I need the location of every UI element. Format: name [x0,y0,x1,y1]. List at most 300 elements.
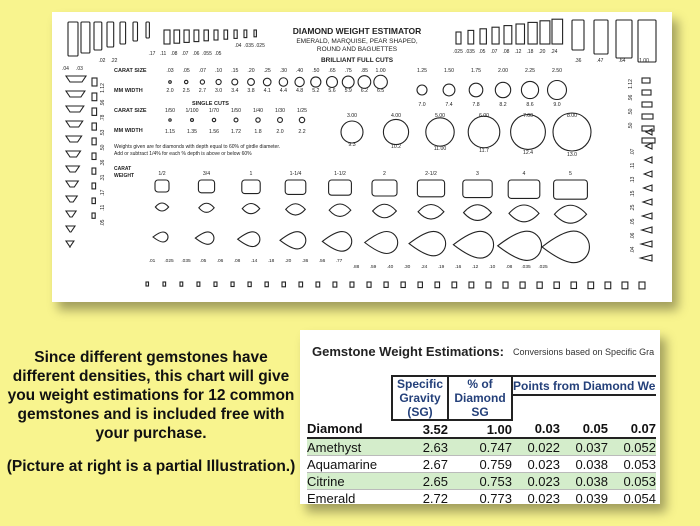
top-right-value: .035 [465,49,475,55]
left-baguette [92,213,95,218]
left-column-value: .78 [100,114,106,122]
large-circle [468,116,500,148]
bottom-value: .025 [538,265,548,270]
bottom-slot [265,282,268,287]
marquise-outline [199,203,214,212]
large-circle [426,118,454,146]
left-trapezoid [66,106,84,112]
cell-name: Diamond [307,420,392,438]
left-column-value: .31 [100,174,106,182]
brilliant-mm-value: 3.0 [214,88,223,94]
cell-p1: 0.023 [512,473,560,490]
single-carat-value: 1/50 [230,108,242,114]
single-cut-circle [256,118,260,122]
cell-p2: 0.05 [560,420,608,438]
large-mm-value: 13.0 [566,152,578,158]
bottom-value: .56 [318,259,326,264]
top-right-slot [540,21,550,44]
bottom-value: .24 [420,265,428,270]
marquise-outline [509,205,539,222]
top-right-slot [528,22,537,44]
bottom-value: .16 [454,265,462,270]
left-trapezoid [66,196,77,202]
left-baguette [92,153,96,160]
left-trapezoid [66,211,76,217]
top-right-value: .07 [490,49,498,55]
brilliant-carat-value: .65 [328,68,336,74]
diamond-weight-estimator-stencil [52,12,672,302]
emerald-outline [155,180,169,192]
brilliant-carat-value: .30 [279,68,288,74]
brilliant-carat-value: 1.50 [443,68,455,74]
large-carat-value: 3.00 [346,113,358,119]
cell-name: Emerald [307,490,392,505]
single-mm-value: 1.15 [164,129,176,135]
pear-outline [453,231,493,258]
brilliant-mm-value: 9.0 [553,102,561,108]
left-baguette [92,78,97,86]
bottom-slot [231,282,234,287]
table-row [307,420,656,438]
brilliant-mm-value: 2.0 [166,88,174,94]
depth-note-2: Add or subtract 1/4% for each % depth is above or below 60% [114,151,252,157]
bottom-value: .08 [233,259,241,264]
bottom-slot [571,282,577,289]
top-small-value-2: .035 [244,43,254,49]
small-emerald-slot [234,30,237,38]
bottom-slot [401,282,405,288]
bottom-slot [350,282,354,287]
bottom-value: .19 [437,265,445,270]
top-small-value-2: .04 [234,43,242,49]
brilliant-mm-value: 8.6 [526,102,534,108]
brilliant-circle [295,77,304,86]
left-column-value: .11 [100,204,106,212]
brilliant-carat-value: .25 [263,68,271,74]
brilliant-section-label: BRILLIANT FULL CUTS [320,57,394,64]
right-column-bottom-value: .05 [630,218,636,226]
brilliant-carat-value: .03 [166,68,174,74]
top-small-value: .11 [159,51,167,57]
left-small-value: .04 [62,66,69,72]
single-carat-value: 1/70 [208,108,220,114]
large-emerald-slot [594,20,608,54]
brilliant-circle [232,79,238,85]
cell-p1: 0.023 [512,490,560,505]
fancy-carat-value: 3 [476,171,479,177]
table-header-row [307,376,656,395]
brilliant-mm-value: 4.1 [263,88,271,94]
top-right-slot [480,29,486,44]
fancy-carat-value: 5 [569,171,572,177]
stencil-subtitle-2: ROUND AND BAGUETTES [316,46,398,53]
brilliant-carat-value: .15 [231,68,239,74]
large-mm-value: 12.4 [522,150,534,156]
bottom-value: .12 [471,265,479,270]
cell-pct: 0.773 [448,490,512,505]
brilliant-carat-value: .40 [295,68,304,74]
right-column-bottom-value: .25 [630,204,636,212]
marquise-outline [373,204,397,218]
emerald-slot [94,22,102,50]
top-right-value: .12 [514,49,522,55]
brilliant-mm-value: 5.9 [344,88,352,94]
right-triangle [642,213,652,219]
brilliant-carat-value: 1.75 [470,68,482,74]
bottom-slot [146,282,149,286]
bottom-value: .77 [335,259,343,264]
pear-outline [498,231,542,260]
left-trapezoid [66,181,78,187]
right-top-value: .64 [618,58,626,64]
right-slot [642,138,655,143]
header-specific-gravity: Specific Gravity (SG) [392,376,448,420]
right-triangle [643,199,652,205]
brilliant-mm-value: 7.4 [445,102,453,108]
small-emerald-slot [254,30,256,37]
top-right-value: .20 [538,49,546,55]
promo-paragraph-1: Since different gemstones have different densities, this chart will give you weight estimations for 12 common gemstones and is included free with your purchase. [7,349,295,442]
large-mm-value: 9.3 [348,142,356,148]
header-points: Points from Diamond We [512,376,656,395]
left-column-value: .05 [100,219,106,227]
brilliant-mm-value: 5.6 [328,88,336,94]
left-baguette [92,198,95,204]
small-emerald-slot [194,30,199,42]
single-cut-circle [212,118,215,121]
left-trapezoid [66,166,79,172]
right-slot [642,78,650,83]
emerald-outline [554,180,588,199]
brilliant-mm-value: 2.5 [182,88,190,94]
brilliant-mm-value: 3.8 [247,88,255,94]
single-carat-value: 1/40 [252,108,264,114]
single-carat-value: 1/50 [164,108,176,114]
large-carat-value: 6.00 [478,113,490,119]
large-carat-value: 4.00 [390,113,402,119]
bottom-value: .08 [505,265,513,270]
gemstone-table-card [300,330,660,504]
small-emerald-slot [184,30,189,42]
table-row [307,456,656,473]
right-slot [642,102,652,107]
bottom-slot [469,282,474,288]
left-small-value: .03 [76,66,83,72]
brilliant-carat-value: .20 [247,68,255,74]
left-trapezoid [66,151,81,157]
right-triangle [641,241,652,247]
bottom-value: .14 [250,259,258,264]
bottom-slot [163,282,166,286]
right-triangle [646,129,652,135]
brilliant-mm-value: 5.2 [312,88,320,94]
brilliant-carat-value: 2.50 [551,68,563,74]
brilliant-mm-value: 4.4 [279,88,288,94]
table-title: Gemstone Weight Estimations: [312,344,504,359]
emerald-slot [81,22,90,53]
right-column-bottom-value: .15 [630,190,636,198]
large-mm-value: 10.2 [390,144,402,150]
fancy-carat-value: 3/4 [202,171,211,177]
brilliant-carat-value: .05 [182,68,190,74]
left-baguette [92,168,96,174]
cell-p2: 0.038 [560,456,608,473]
carat-size-label: CARAT SIZE [114,68,147,74]
large-carat-value: 5.00 [434,113,446,119]
fancy-carat-value: 1-1/2 [334,171,346,177]
single-carat-value: 1/100 [185,108,199,114]
cell-p2: 0.039 [560,490,608,505]
right-column-bottom-value: .13 [630,176,636,184]
cell-pct: 0.759 [448,456,512,473]
single-cut-circle [191,119,194,122]
fancy-carat-value: 2-1/2 [425,171,437,177]
brilliant-carat-value: .85 [360,68,369,74]
bottom-value: .59 [369,265,377,270]
left-column-value: .36 [100,159,106,167]
left-top-value: .02 [98,58,106,64]
pear-outline [238,232,260,247]
emerald-slot [146,22,149,38]
bottom-slot [605,282,611,289]
bottom-value: .20 [284,259,292,264]
top-right-value: .05 [478,49,486,55]
cell-p3: 0.053 [608,456,656,473]
cell-p1: 0.022 [512,438,560,456]
small-emerald-slot [214,30,218,40]
bottom-slot [316,282,320,287]
left-trapezoid [66,136,82,142]
bottom-slot [197,282,200,286]
left-baguette [92,123,96,130]
right-column-bottom-value: .06 [630,232,636,240]
bottom-slot [486,282,491,288]
top-small-value: .08 [170,51,178,57]
right-slot [642,90,651,95]
top-right-value: .08 [502,49,510,55]
bottom-slot [299,282,303,287]
pear-outline [153,232,168,242]
cell-p3: 0.053 [608,473,656,490]
bottom-slot [537,282,542,288]
brilliant-mm-value: 4.8 [295,88,304,94]
brilliant-carat-value: .10 [214,68,223,74]
single-cuts-label: SINGLE CUTS [192,101,229,107]
single-carat-value: 1/25 [296,108,308,114]
single-carat-value: 1/30 [274,108,286,114]
brilliant-mm-value: 3.4 [231,88,239,94]
left-trapezoid [66,76,86,82]
brilliant-carat-value: .75 [344,68,352,74]
pear-outline [280,232,306,249]
mm-width-label-2: MM WIDTH [114,128,143,134]
cell-p2: 0.037 [560,438,608,456]
brilliant-circle [374,75,388,89]
brilliant-circle [169,81,172,84]
cell-p3: 0.07 [608,420,656,438]
fancy-carat-value: 1/2 [158,171,166,177]
header-blank [307,376,392,420]
brilliant-circle [184,80,187,83]
left-baguette [92,93,97,101]
right-column-top-value: .50 [628,108,634,116]
top-right-slot [516,24,525,44]
table-row [307,438,656,456]
emerald-outline [198,180,214,193]
right-column-top-value: .50 [628,122,634,130]
large-circle [341,121,363,143]
brilliant-circle [248,79,255,86]
large-circle [383,119,408,144]
stencil-graphic [52,12,672,302]
pear-outline [365,232,398,254]
right-slot [642,114,653,119]
small-emerald-slot [174,30,180,43]
large-circle [511,115,546,150]
brilliant-circle [263,78,271,86]
brilliant-mm-value: 6.5 [376,88,385,94]
top-right-value: .18 [526,49,534,55]
pear-outline [409,231,446,255]
brilliant-mm-value: 2.7 [198,88,207,94]
bottom-value: .10 [488,265,496,270]
table-subtitle: Conversions based on Specific Gra [513,347,655,357]
pear-outline [195,232,214,244]
emerald-outline [285,180,306,194]
header-percent-diamond: % of Diamond SG [448,376,512,420]
emerald-outline [372,180,397,196]
top-right-slot [504,26,512,44]
top-small-value: .06 [192,51,200,57]
brilliant-circle [443,84,455,96]
cell-sg: 3.52 [392,420,448,438]
large-emerald-slot [572,20,584,50]
right-triangle [644,185,652,191]
emerald-slot [68,22,78,56]
mm-width-label: MM WIDTH [114,88,143,94]
brilliant-circle [495,82,510,97]
left-trapezoid [66,91,85,97]
bottom-slot [282,282,285,287]
carat-size-label-2: CARAT SIZE [114,108,147,114]
marquise-outline [554,205,586,223]
left-column-value: .17 [100,189,106,197]
cell-sg: 2.72 [392,490,448,505]
right-column-bottom-value: .11 [630,162,636,170]
large-mm-value: 11.7 [479,148,489,154]
bottom-value: .01 [148,259,156,264]
bottom-slot [520,282,525,288]
bottom-slot [554,282,559,288]
left-baguette [92,183,96,189]
right-column-bottom-value: .04 [630,246,636,254]
right-triangle [644,171,652,177]
stencil-title: DIAMOND WEIGHT ESTIMATOR [292,26,422,36]
large-carat-value: 8.00 [566,113,578,119]
promo-text [6,348,296,490]
bottom-slot [418,282,422,288]
table-row [307,490,656,505]
marquise-outline [155,203,168,211]
single-mm-value: 1.56 [208,129,220,135]
emerald-outline [242,180,260,194]
bottom-value: .40 [386,265,394,270]
cell-sg: 2.65 [392,473,448,490]
bottom-slot [452,282,457,288]
pear-outline [322,232,351,252]
top-small-value-2: .025 [255,43,265,49]
bottom-slot [639,282,645,289]
emerald-outline [463,180,492,198]
left-column-value: .53 [100,129,106,137]
bottom-slot [622,282,628,289]
emerald-outline [508,180,540,198]
marquise-outline [464,205,492,221]
emerald-slot [120,22,126,44]
cell-pct: 0.747 [448,438,512,456]
single-mm-value: 1.35 [186,129,198,135]
small-emerald-slot [204,30,208,41]
bottom-value: .035 [181,259,191,264]
top-small-value: .17 [148,51,156,57]
right-triangle [645,157,652,163]
single-cut-circle [299,117,304,122]
cell-p2: 0.038 [560,473,608,490]
cell-sg: 2.67 [392,456,448,473]
left-top-value: .22 [110,58,118,64]
marquise-outline [286,204,306,215]
brilliant-carat-value: 2.00 [497,68,509,74]
marquise-outline [329,204,351,216]
small-emerald-slot [244,30,247,38]
right-column-top-value: .96 [628,94,634,102]
table-row [307,473,656,490]
right-column-bottom-value: .07 [630,148,636,156]
left-trapezoid [66,241,74,247]
cell-p1: 0.023 [512,456,560,473]
cell-p3: 0.054 [608,490,656,505]
large-emerald-slot [616,20,632,58]
promo-paragraph-2: (Picture at right is a partial Illustration.) [6,458,296,475]
large-mm-value: 11.00 [433,146,447,152]
small-emerald-slot [164,30,170,44]
left-column-value: .96 [100,99,106,107]
single-cut-circle [234,118,238,122]
carat-weight-label: CARAT WEIGHT [114,166,134,179]
bottom-value: .88 [352,265,360,270]
right-triangle [642,227,652,233]
brilliant-circle [216,79,221,84]
brilliant-carat-value: .07 [198,68,207,74]
brilliant-mm-value: 8.2 [499,102,507,108]
top-right-slot [456,32,461,44]
cell-name: Aquamarine [307,456,392,473]
small-emerald-slot [224,30,228,39]
bottom-slot [384,282,388,287]
stencil-subtitle-1: EMERALD, MARQUISE, PEAR SHAPED, [296,38,418,45]
brilliant-circle [342,76,354,88]
left-baguette [92,138,96,145]
brilliant-mm-value: 6.2 [360,88,369,94]
single-mm-value: 2.0 [276,129,284,135]
brilliant-carat-value: 2.25 [524,68,536,74]
single-cut-circle [169,119,171,121]
top-right-slot [468,30,474,44]
single-cut-circle [278,118,283,123]
bottom-value: .05 [199,259,207,264]
right-triangle [641,255,652,261]
left-baguette [92,108,97,115]
